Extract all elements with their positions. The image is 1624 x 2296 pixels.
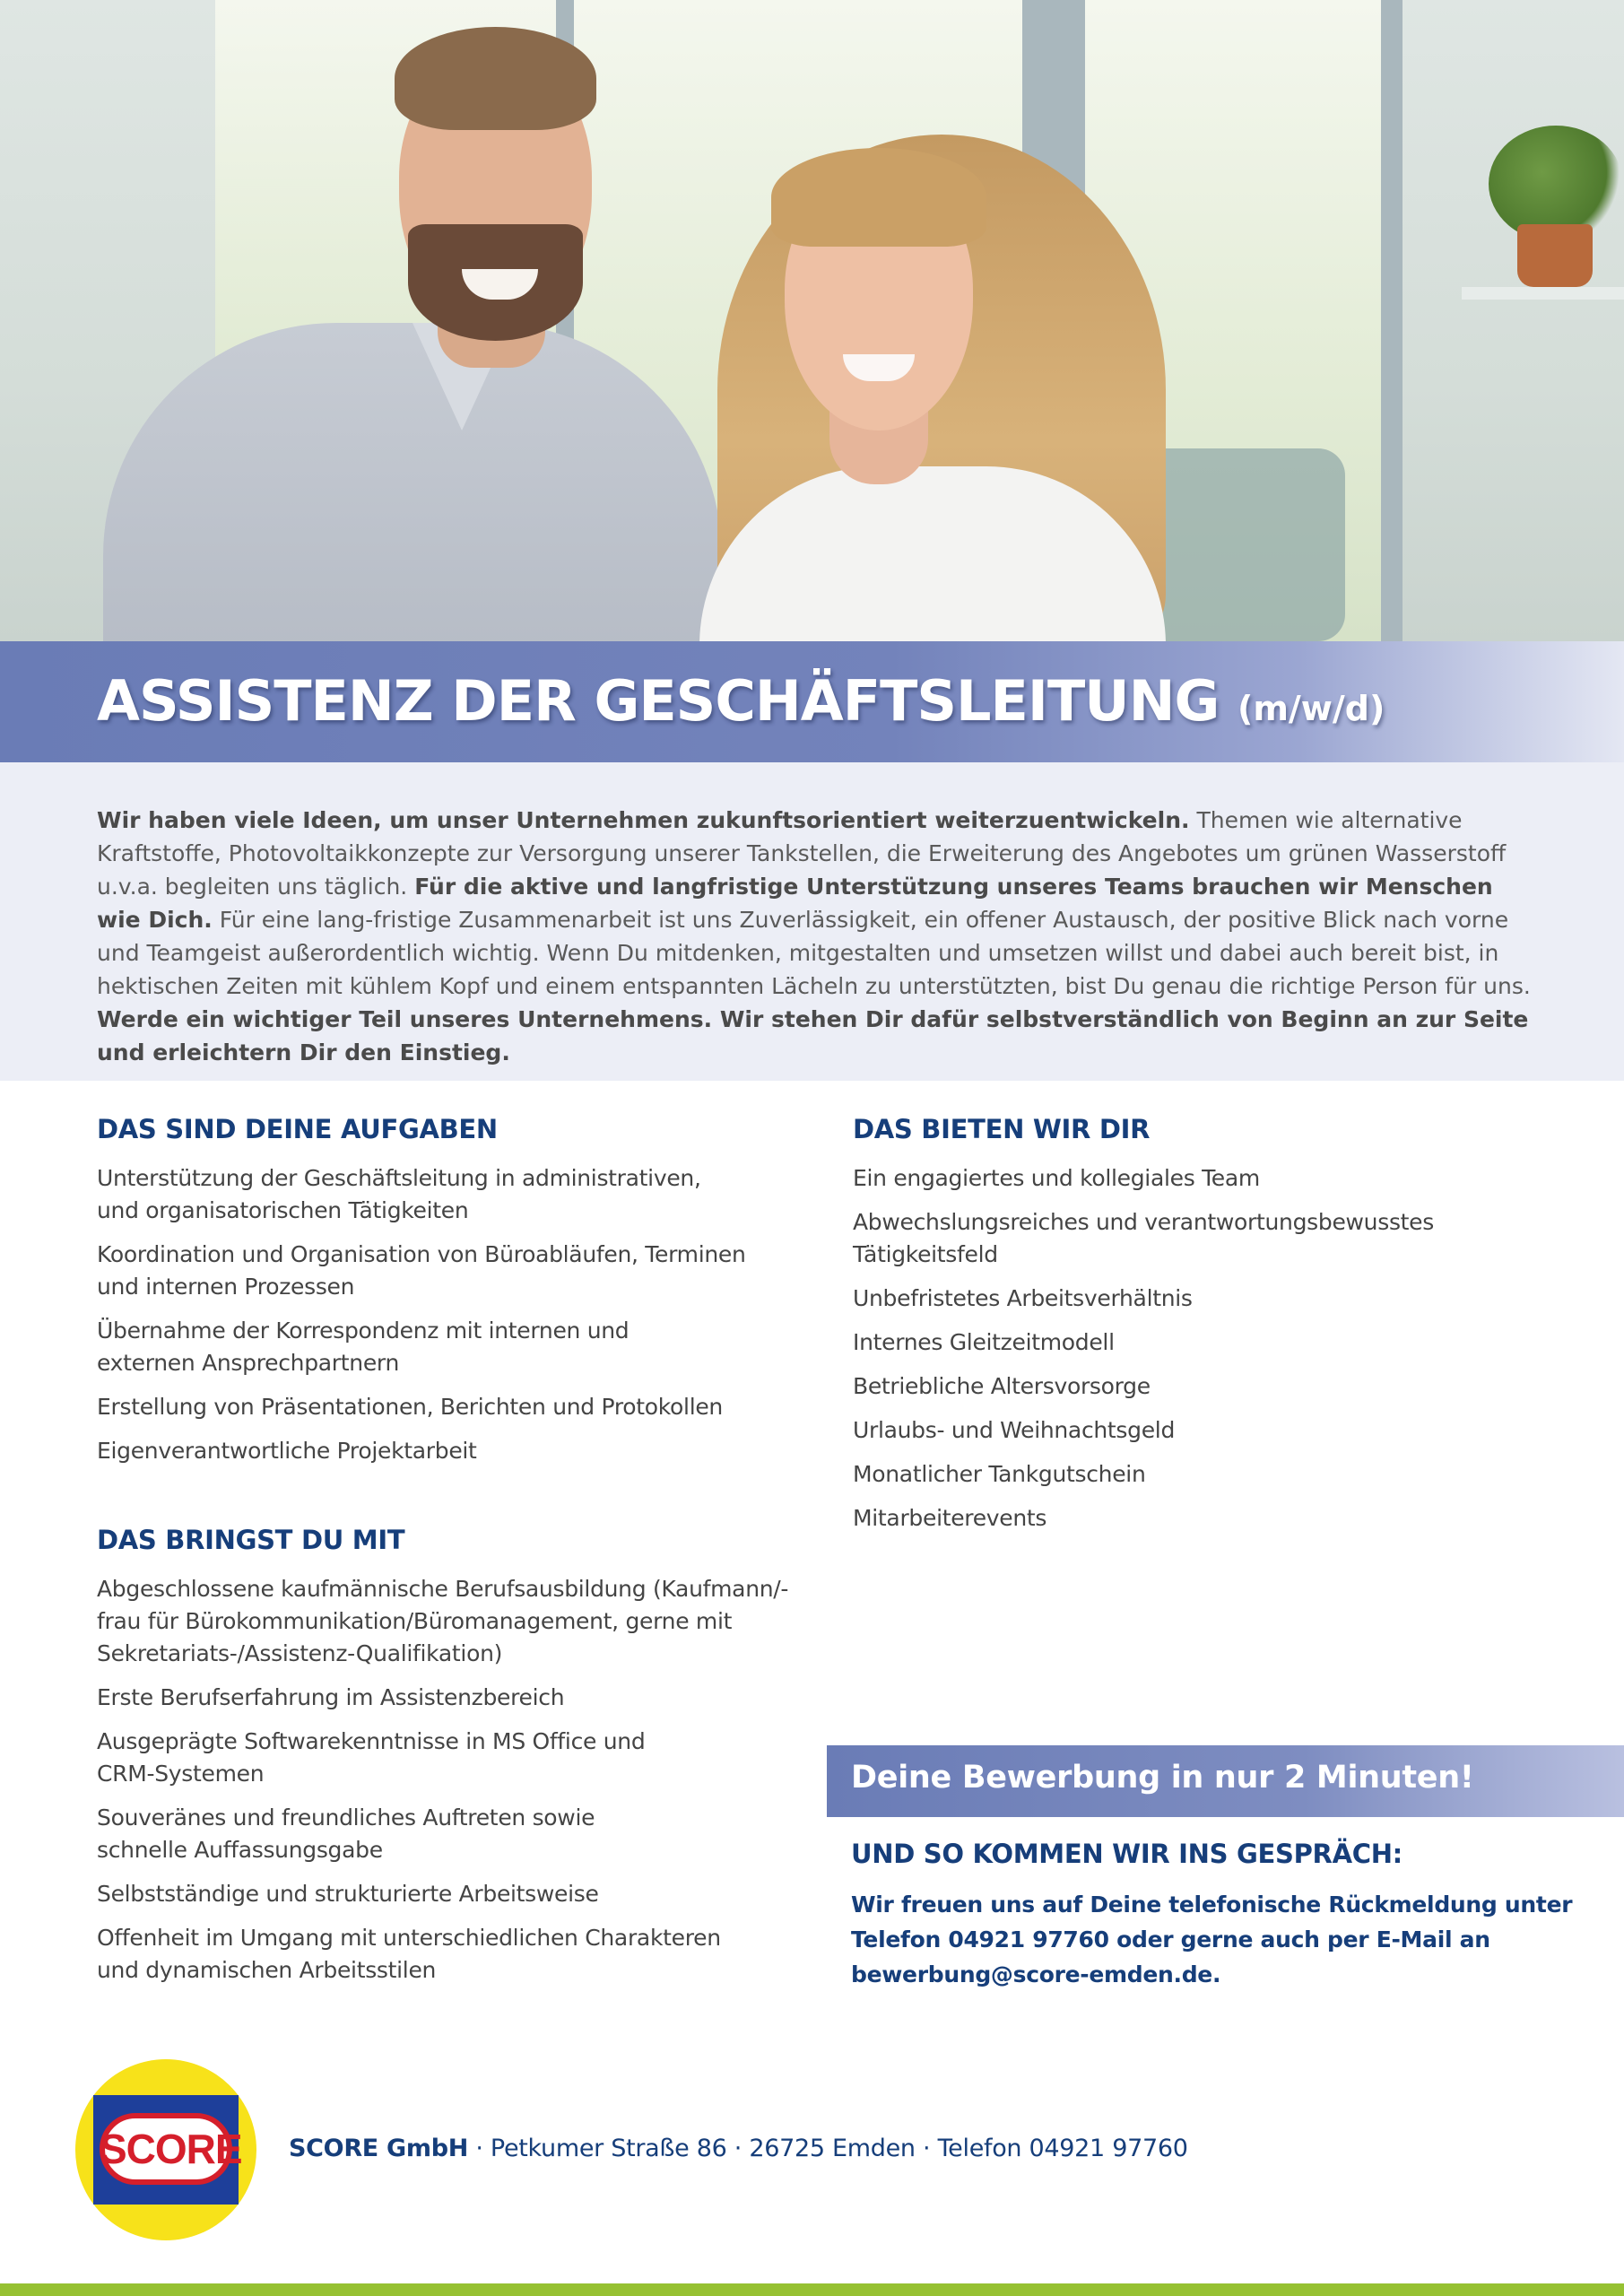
list-item: Ausgeprägte Softwarekenntnisse in MS Office und CRM-Systemen — [97, 1728, 646, 1787]
score-logo — [75, 2059, 256, 2240]
intro-bold-2: Für die aktive und langfristige Unterstützung unseres Teams brauchen wir Menschen wie Dich. — [97, 874, 1493, 933]
list-item: Internes Gleitzeitmodell — [853, 1329, 1115, 1355]
contact-section — [851, 1839, 1586, 1992]
tasks-heading: DAS SIND DEINE AUFGABEN — [97, 1114, 498, 1144]
list-item: Übernahme der Korrespondenz mit internen und externen Ansprechpartnern — [97, 1318, 630, 1376]
footer-address — [289, 2135, 1188, 2162]
list-item: Betriebliche Altersvorsorge — [853, 1373, 1151, 1399]
plant-pot-image — [1517, 224, 1593, 287]
contact-text: Wir freuen uns auf Deine telefonische Rückmeldung unter Telefon 04921 97760 oder gerne auch per E-Mail an bewerbung@score-emden.de. — [851, 1892, 1573, 1987]
footer-address-text: · Petkumer Straße 86 · 26725 Emden · Telefon 04921 97760 — [468, 2135, 1188, 2162]
title-band — [0, 641, 1624, 762]
intro-text-2: Für eine lang-fristige Zusammenarbeit ist uns Zuverlässigkeit, ein offener Austausch, der positive Blick nach vorne und Teamgeist außerordentlich wichtig. Wenn Du mitdenken, mitgestalten und umsetzen willst und dabei auch bereit bist, in hektischen Zeiten mit kühlem Kopf und einem entspannten Lächeln zu unterstützten, bist Du genau die richtige Person für uns. — [97, 907, 1531, 999]
footer-company: SCORE GmbH — [289, 2135, 469, 2162]
offers-section — [853, 1114, 1534, 1546]
list-item: Souveränes und freundliches Auftreten sowie schnelle Auffassungsgabe — [97, 1805, 595, 1863]
list-item: Eigenverantwortliche Projektarbeit — [97, 1438, 477, 1464]
list-item: Abgeschlossene kaufmännische Berufsausbildung (Kaufmann/-frau für Bürokommunikation/Büromanagement, gerne mit Sekretariats-/Assistenz-Qualifikation) — [97, 1576, 789, 1666]
apply-band — [827, 1745, 1624, 1817]
list-item: Erstellung von Präsentationen, Berichten und Protokollen — [97, 1394, 723, 1420]
requirements-heading: DAS BRINGST DU MIT — [97, 1525, 405, 1555]
list-item: Unbefristetes Arbeitsverhältnis — [853, 1285, 1193, 1311]
hero-photo — [0, 0, 1624, 641]
intro-bold-1: Wir haben viele Ideen, um unser Unternehmen zukunftsorientiert weiterzuentwickeln. — [97, 807, 1190, 833]
requirements-section — [97, 1525, 789, 1998]
intro-section — [0, 762, 1624, 1081]
list-item: Offenheit im Umgang mit unterschiedlichen Charakteren und dynamischen Arbeitsstilen — [97, 1925, 721, 1983]
job-title — [97, 668, 1385, 734]
list-item: Monatlicher Tankgutschein — [853, 1461, 1146, 1487]
list-item: Abwechslungsreiches und verantwortungsbewusstes Tätigkeitsfeld — [853, 1209, 1434, 1267]
list-item: Mitarbeiterevents — [853, 1505, 1047, 1531]
list-item: Unterstützung der Geschäftsleitung in administrativen, und organisatorischen Tätigkeiten — [97, 1165, 701, 1223]
intro-text-1: Themen wie alternative Kraftstoffe, Photovoltaikkonzepte zur Versorgung unserer Tankstellen, die Erweiterung des Angebotes um grünen Wasserstoff u.v.a. begleiten uns täglich. — [97, 807, 1507, 900]
list-item: Ein engagiertes und kollegiales Team — [853, 1165, 1260, 1191]
list-item: Koordination und Organisation von Büroabläufen, Terminen und internen Prozessen — [97, 1241, 746, 1300]
requirements-list — [97, 1573, 789, 1987]
contact-heading: UND SO KOMMEN WIR INS GESPRÄCH: — [851, 1839, 1403, 1869]
list-item: Selbstständige und strukturierte Arbeitsweise — [97, 1881, 599, 1907]
list-item: Erste Berufserfahrung im Assistenzbereich — [97, 1684, 565, 1710]
job-title-main: ASSISTENZ DER GESCHÄFTSLEITUNG — [97, 668, 1220, 734]
tasks-section — [97, 1114, 778, 1479]
offers-heading: DAS BIETEN WIR DIR — [853, 1114, 1151, 1144]
offers-list — [853, 1162, 1534, 1535]
intro-text — [97, 804, 1532, 1069]
footer-green-bar — [0, 2283, 1624, 2296]
intro-bold-3: Werde ein wichtiger Teil unseres Unternehmens. Wir stehen Dir dafür selbstverständlich von Beginn an zur Seite und erleichtern Dir den Einstieg. — [97, 1006, 1529, 1065]
logo-wordmark: SCORE — [100, 2126, 242, 2172]
apply-band-text: Deine Bewerbung in nur 2 Minuten! — [851, 1760, 1474, 1796]
tasks-list — [97, 1162, 778, 1467]
job-title-suffix: (m/w/d) — [1237, 689, 1385, 728]
list-item: Urlaubs- und Weihnachtsgeld — [853, 1417, 1176, 1443]
